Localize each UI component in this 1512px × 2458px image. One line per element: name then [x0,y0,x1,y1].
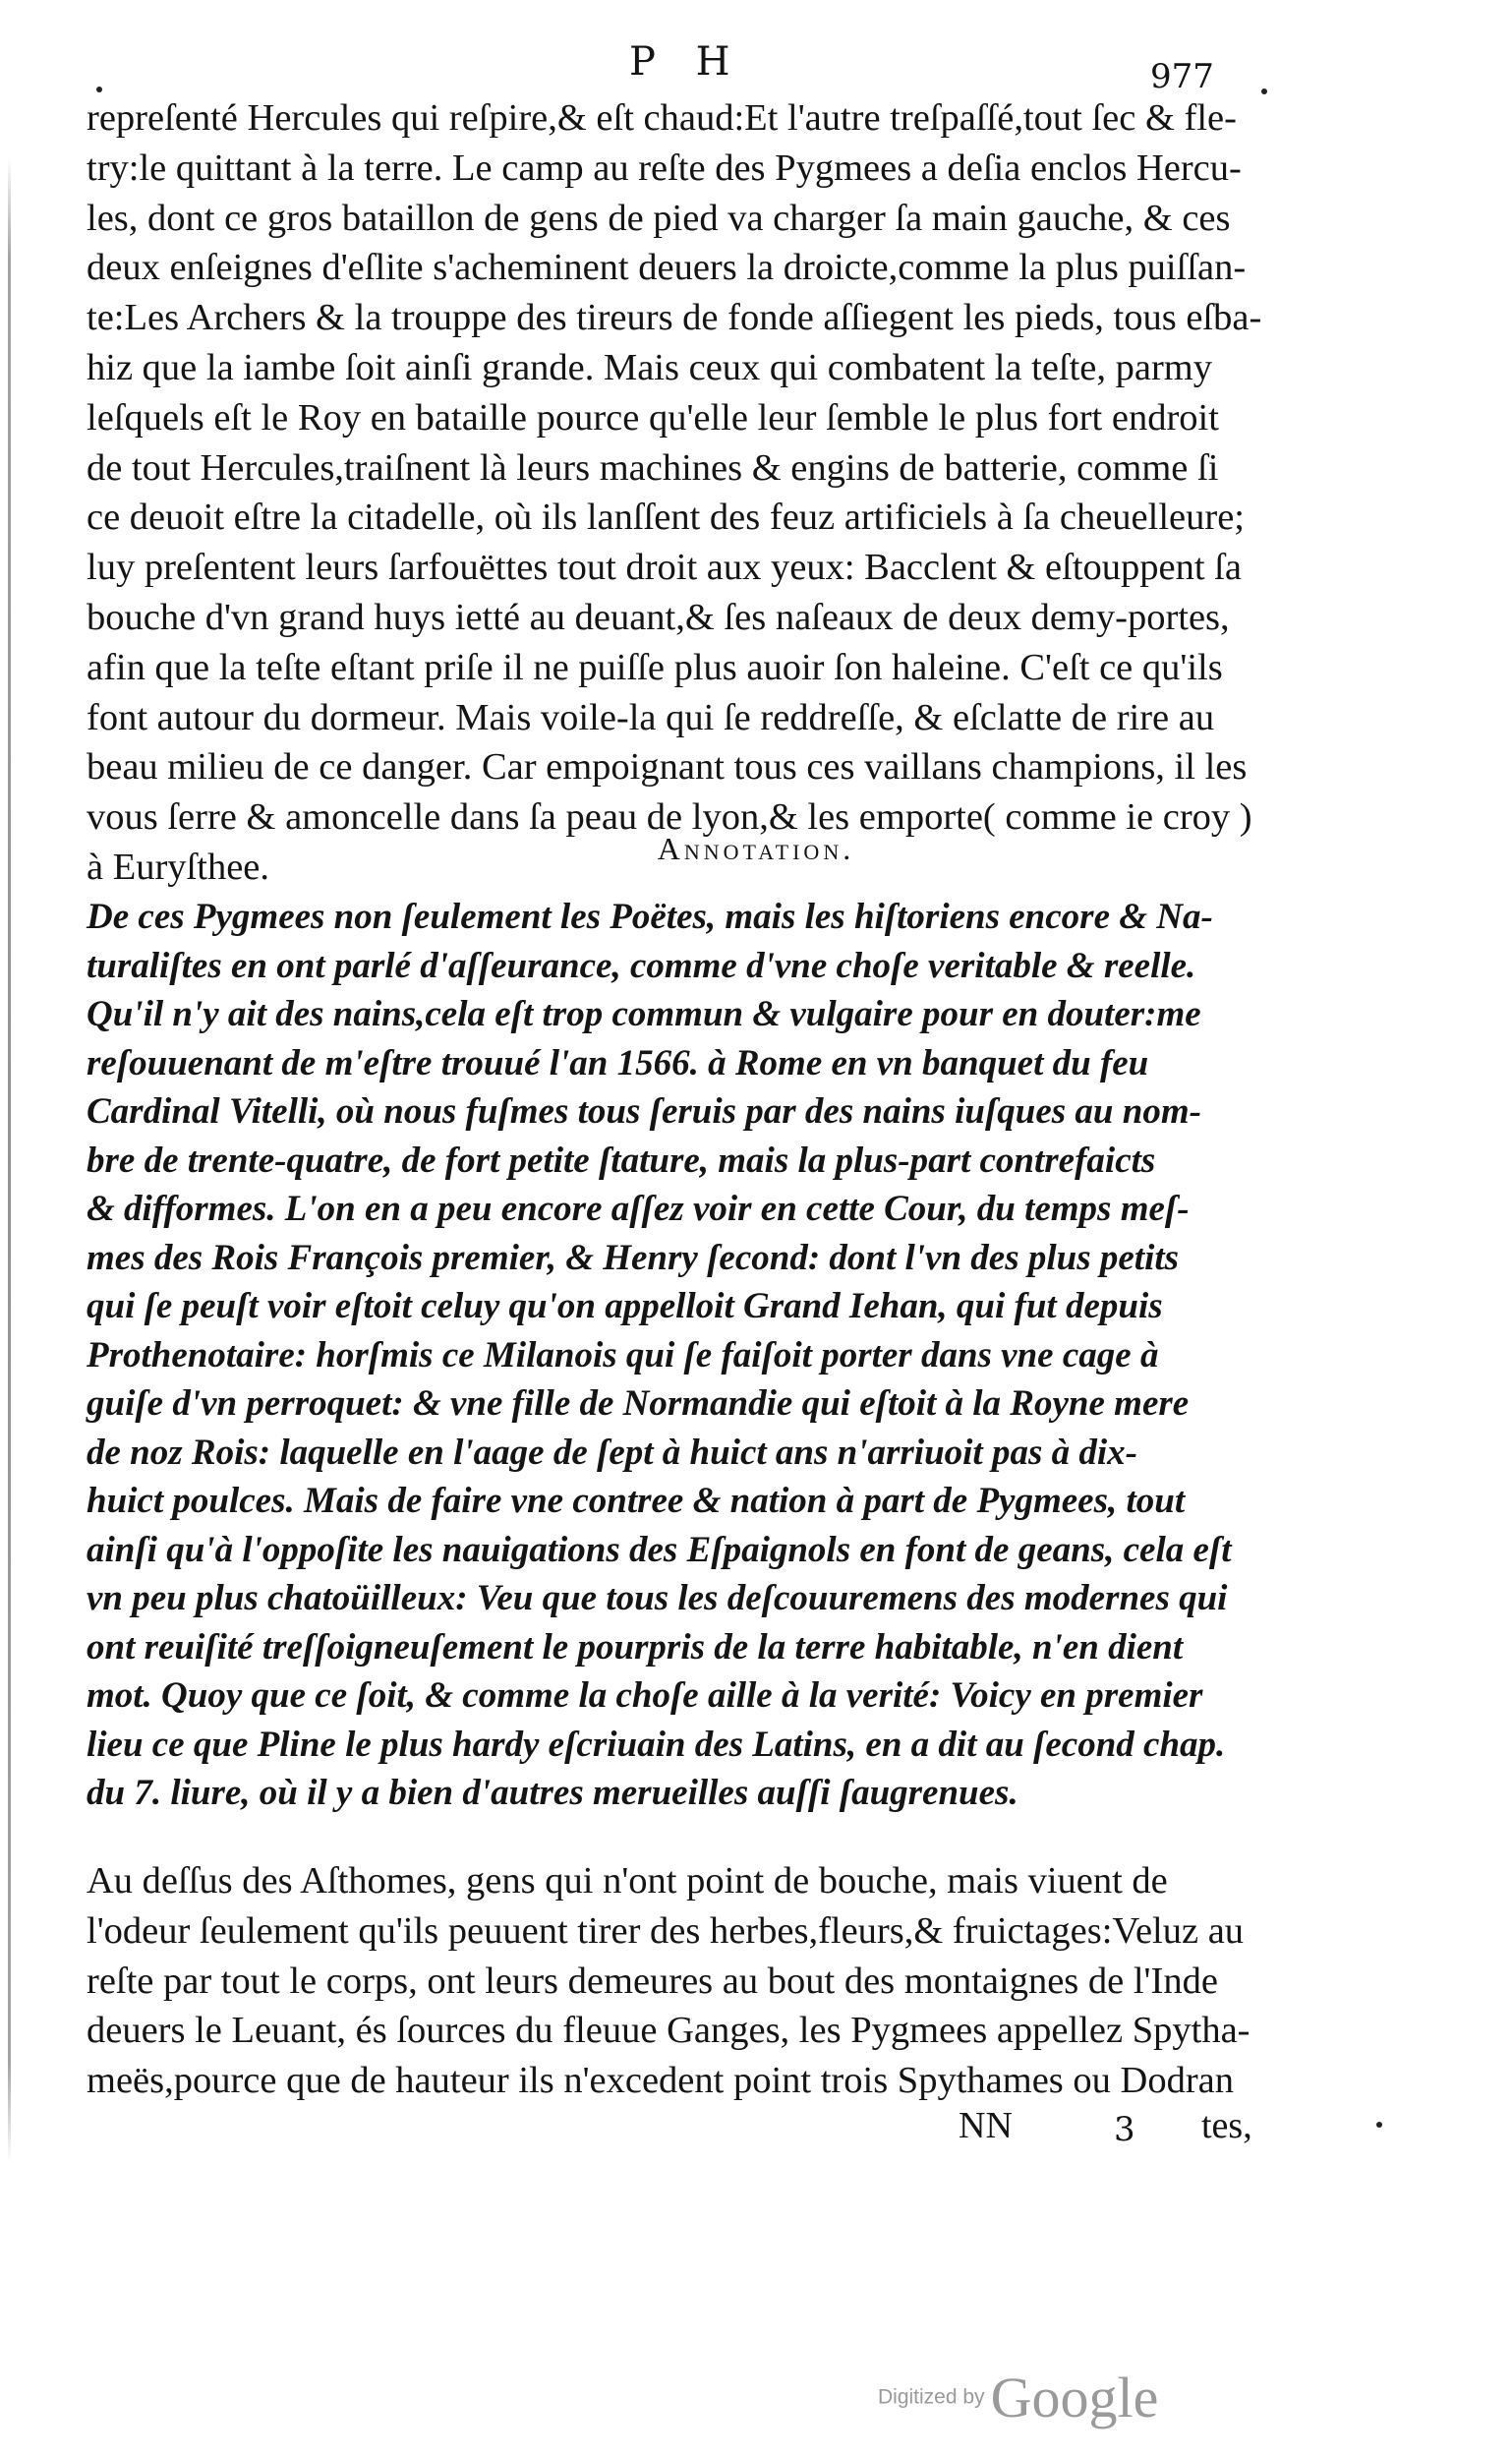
passage-line: de tout Hercules,traiſnent là leurs machines & engins de batterie, comme ſi [87,446,1219,489]
quotation-line: reſte par tout le corps, ont leurs demeures au bout des montaignes de l'Inde [87,1960,1218,2002]
passage-line: hiz que la iambe ſoit ainſi grande. Mais ceux qui combatent la teſte, parmy [87,346,1212,388]
annotation-line: Prothenotaire: horſmis ce Milanois qui ſe faiſoit porter dans vne cage à [87,1334,1159,1375]
signature-number: 3 [1114,2110,1135,2149]
passage-line: deux enſeignes d'eſlite s'acheminent deuers la droicte,comme la plus puiſſan- [87,247,1247,289]
annotation-heading: Annotation. [657,831,855,866]
annotation-line: de noz Rois: laquelle en l'aage de ſept à huict ans n'arriuoit pas à dix- [87,1432,1137,1473]
passage-line: les, dont ce gros bataillon de gens de pied va charger ſa main gauche, & ces [87,197,1231,239]
annotation-line: qui ſe peuſt voir eſtoit celuy qu'on appelloit Grand Iehan, qui fut depuis [87,1286,1163,1326]
running-head: P H [629,39,744,85]
passage-line: try:le quittant à la terre. Le camp au reſte des Pygmees a deſia enclos Hercu- [87,146,1242,189]
passage-line: leſquels eſt le Roy en bataille pource qu'elle leur ſemble le plus fort endroit [87,396,1219,439]
digitized-watermark [878,2365,1158,2430]
passage-line: bouche d'vn grand huys ietté au deuant,& ſes naſeaux de deux demy-portes, [87,596,1230,638]
signature-mark: NN [959,2105,1013,2146]
passage-line: beau milieu de ce danger. Car empoignant tous ces vaillans champions, il les [87,746,1248,789]
ink-speck [96,87,102,92]
annotation-text [87,893,1247,1818]
quotation-line: meës,pource que de hauteur ils n'excedent point trois Spythames ou Dodran [87,2060,1234,2102]
annotation-line: huict poulces. Mais de faire vne contree & nation à part de Pygmees, tout [87,1481,1186,1521]
annotation-line: guiſe d'vn perroquet: & vne fille de Normandie qui eſtoit à la Royne mere [87,1383,1190,1424]
passage-line: vous ſerre & amoncelle dans ſa peau de lyon,& les emporte( comme ie croy ) [87,796,1252,839]
scan-edge-shadow [8,157,11,2163]
annotation-line: Cardinal Vitelli, où nous fuſmes tous ſeruis par des nains iuſques au nom- [87,1091,1201,1132]
annotation-line: vn peu plus chatoüilleux: Veu que tous les deſcouuremens des modernes qui [87,1578,1228,1618]
quotation-line: l'odeur ſeulement qu'ils peuuent tirer des herbes,fleurs,& fruictages:Veluz au [87,1909,1245,1952]
annotation-line: Qu'il n'y ait des nains,cela eſt trop commun & vulgaire pour en douter:me [87,994,1201,1034]
annotation-line: lieu ce que Pline le plus hardy eſcriuain des Latins, en a dit au ſecond chap. [87,1724,1226,1765]
digitized-by-label: Digitized by [878,2385,985,2409]
annotation-line: ainſi qu'à l'oppoſite les nauigations des Eſpaignols en font de geans, cela eſt [87,1529,1232,1570]
page-number: 977 [1150,57,1214,96]
annotation-line: turaliſtes en ont parlé d'aſſeurance, comme d'vne choſe veritable & reelle. [87,945,1196,986]
passage-line: te:Les Archers & la trouppe des tireurs de fonde aſſiegent les pieds, tous eſba- [87,297,1262,339]
quotation-text [87,1856,1250,2106]
ink-speck [1261,88,1267,94]
passage-line: font autour du dormeur. Mais voile-la qui ſe reddreſſe, & eſclatte de rire au [87,696,1215,738]
annotation-line: & difformes. L'on en a peu encore aſſez voir en cette Cour, du temps meſ- [87,1189,1190,1229]
annotation-line: ont reuiſité treſſoigneuſement le pourpris de la terre habitable, n'en dient [87,1626,1184,1668]
passage-line: à Euryſthee. [87,846,269,888]
annotation-line: mot. Quoy que ce ſoit, & comme la choſe aille à la verité: Voicy en premier [87,1675,1203,1716]
passage-line: ce deuoit eſtre la citadelle, où ils lanſſent des feuz artificiels à ſa cheuelleure; [87,497,1245,539]
annotation-line: du 7. liure, où il y a bien d'autres merueilles auſſi ſaugrenues. [87,1773,1018,1813]
annotation-line: De ces Pygmees non ſeulement les Poëtes, mais les hiſtoriens encore & Na- [87,897,1213,937]
main-passage [87,93,1262,893]
annotation-line: reſouuenant de m'eſtre trouué l'an 1566. à Rome en vn banquet du feu [87,1042,1149,1083]
annotation-line: bre de trente-quatre, de fort petite ſtature, mais la plus-part contrefaicts [87,1140,1156,1181]
google-logo: Google [990,2366,1159,2429]
passage-line: afin que la teſte eſtant priſe il ne puiſſe plus auoir ſon haleine. C'eſt ce qu'ils [87,646,1223,688]
catchword: tes, [1201,2105,1252,2146]
passage-line: luy preſentent leurs ſarfouëttes tout droit aux yeux: Bacclent & eſtouppent ſa [87,547,1242,589]
quotation-line: deuers le Leuant, és ſources du fleuue Ganges, les Pygmees appellez Spytha- [87,2010,1250,2052]
quotation-line: Au deſſus des Aſthomes, gens qui n'ont point de bouche, mais viuent de [87,1860,1168,1902]
passage-line: repreſenté Hercules qui reſpire,& eſt chaud:Et l'autre treſpaſſé,tout ſec & fle- [87,97,1237,139]
annotation-line: mes des Rois François premier, & Henry ſecond: dont l'vn des plus petits [87,1237,1180,1278]
ink-speck [1376,2122,1382,2128]
